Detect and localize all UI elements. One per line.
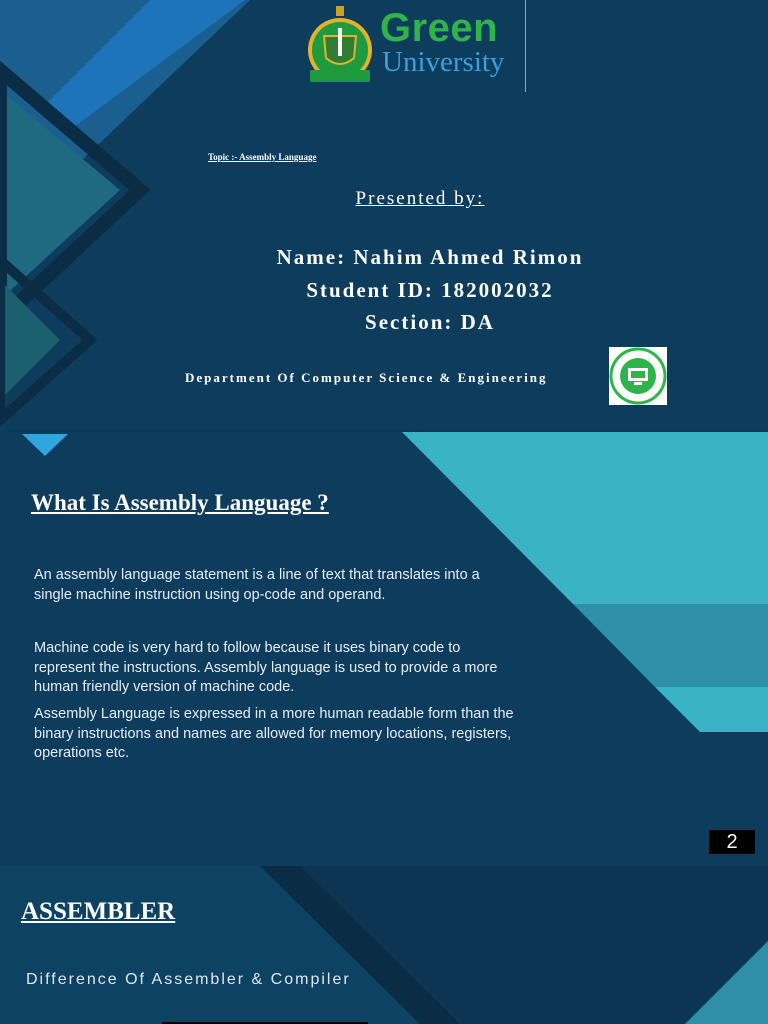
paragraph: Assembly Language is expressed in a more human readable form than the binary instructions and names are allowed for memory locations, registers, operations etc. <box>34 706 514 761</box>
content-slide <box>0 432 768 866</box>
presenter-name: Name: Nahim Ahmed Rimon <box>276 245 584 269</box>
brand-subname: University <box>382 46 505 78</box>
slide-title: ASSEMBLER <box>21 898 176 925</box>
presented-by-heading: Presented by: <box>355 188 485 209</box>
paragraph: An assembly language statement is a line of text that translates into a single machine instruction using op-code and operand. <box>34 567 480 603</box>
page-number: 2 <box>709 830 755 854</box>
assembler-slide <box>0 866 768 1024</box>
topic-label: Topic :- Assembly Language <box>208 152 317 162</box>
slide-subtitle: Difference Of Assembler & Compiler <box>26 971 351 988</box>
slide-title: What Is Assembly Language ? <box>31 490 329 515</box>
student-id: Student ID: 182002032 <box>306 278 554 302</box>
paragraph: Machine code is very hard to follow because it uses binary code to represent the instructions. Assembly language is used to provide a more human friendly version of machine code. <box>34 640 498 695</box>
section: Section: DA <box>365 310 495 334</box>
logo-divider <box>525 0 526 92</box>
department-badge <box>609 347 667 405</box>
slide3-background <box>0 866 768 1024</box>
department-logo-icon <box>609 347 667 405</box>
department-name: Department Of Computer Science & Engineering <box>185 370 548 385</box>
brand-name: Green <box>380 6 499 50</box>
title-slide <box>0 0 768 430</box>
